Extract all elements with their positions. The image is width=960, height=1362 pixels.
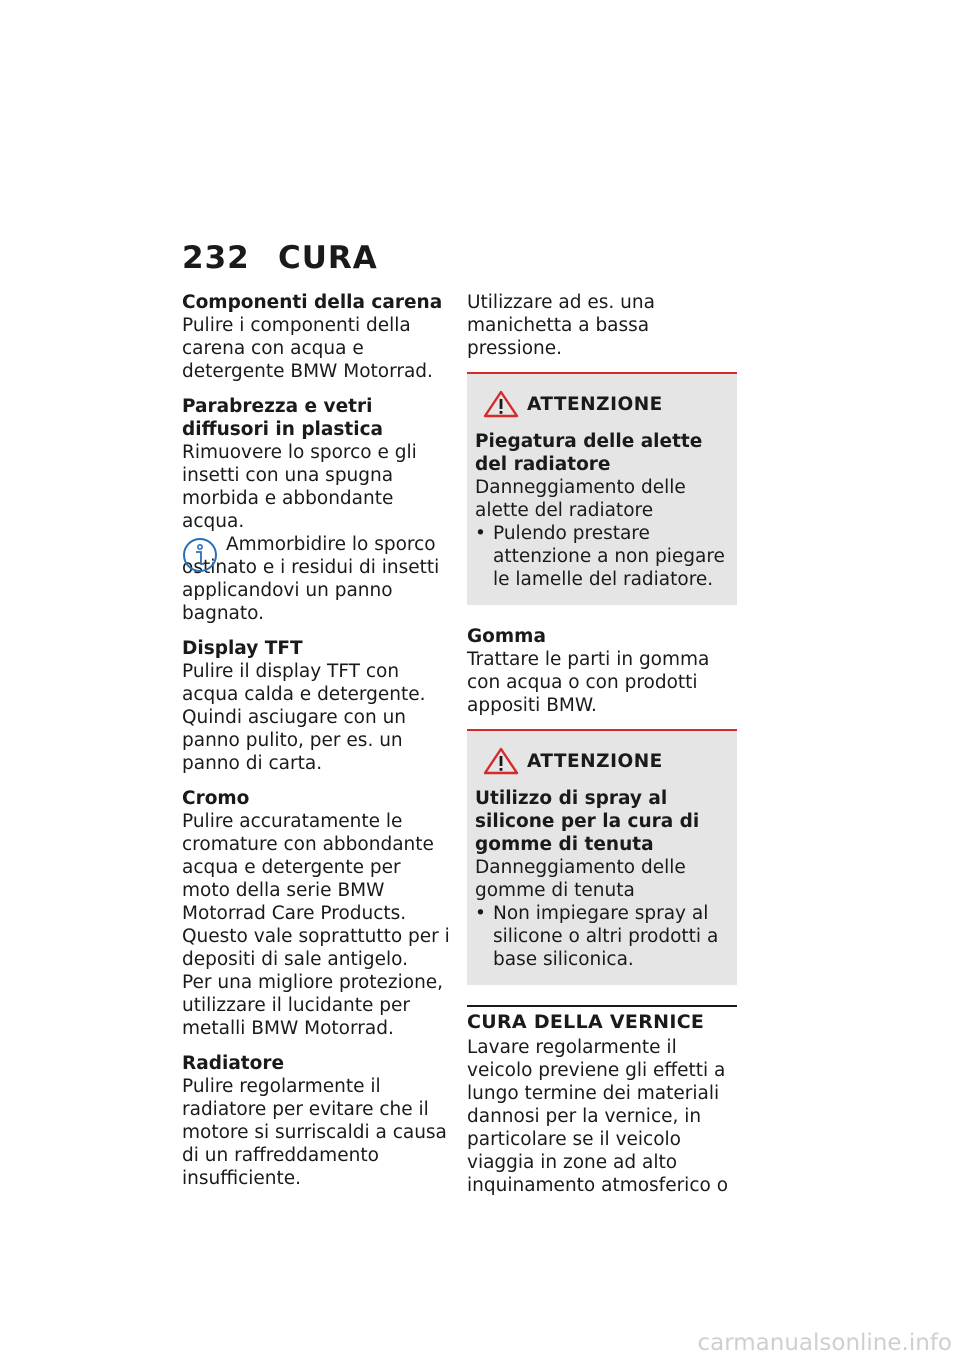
section-body: Pulire accuratamente le cromature con abbondante acqua e detergente per moto della serie BMW Motorrad Care Products. Questo vale soprattutto per i depositi di sale antigelo.: [182, 811, 450, 970]
section-fairing: [182, 291, 450, 383]
section-heading-paint: CURA DELLA VERNICE: [467, 1005, 737, 1034]
section-chrome: [182, 787, 450, 1040]
chapter-title: CURA: [278, 240, 378, 276]
bullet-text: Non impiegare spray al silicone o altri prodotti a base siliconica.: [493, 903, 719, 970]
warning-bullet: [475, 902, 727, 971]
intro-text: Utilizzare ad es. una manichetta a bassa pressione.: [467, 292, 655, 359]
bullet-text: Pulendo prestare attenzione a non piegare le lamelle del radiatore.: [493, 523, 725, 590]
info-icon: [182, 537, 218, 573]
left-column: [182, 291, 450, 1202]
warning-body: Danneggiamento delle alette del radiatore: [475, 477, 686, 521]
warning-box-silicone: [467, 729, 737, 985]
section-body: Rimuovere lo sporco e gli insetti con una spugna morbida e abbondante acqua.: [182, 442, 417, 532]
section-title: Gomma: [467, 626, 546, 647]
section-body: Lavare regolarmente il veicolo previene gli effetti a lungo termine dei materiali dannosi per la vernice, in particolare se il veicolo viaggia in zone ad alto inquinamento atmosferico o: [467, 1037, 729, 1196]
warning-body: Danneggiamento delle gomme di tenuta: [475, 857, 686, 901]
section-body: Trattare le parti in gomma con acqua o con prodotti appositi BMW.: [467, 649, 710, 716]
warning-triangle-icon: [483, 747, 519, 775]
watermark: carmanualsonline.info: [697, 1330, 952, 1356]
section-body: Pulire il display TFT con acqua calda e detergente. Quindi asciugare con un panno pulito, per es. un panno di carta.: [182, 661, 426, 774]
warning-triangle-icon: [483, 390, 519, 418]
section-body-2: Per una migliore protezione, utilizzare il lucidante per metalli BMW Motorrad.: [182, 972, 444, 1039]
bullet-marker: •: [475, 523, 486, 544]
warning-bullet: [475, 522, 727, 591]
section-body: Pulire i componenti della carena con acqua e detergente BMW Motorrad.: [182, 315, 433, 382]
note-text: Ammorbidire lo sporco ostinato e i residui di insetti applicandovi un panno bagnato.: [182, 534, 440, 624]
section-title: Parabrezza e vetri diffusori in plastica: [182, 396, 384, 440]
warning-title: Utilizzo di spray al silicone per la cura di gomme di tenuta: [475, 788, 700, 855]
warning-header: [475, 747, 727, 775]
page-number: 232: [182, 240, 250, 276]
info-note: [182, 533, 450, 625]
warning-header: [475, 390, 727, 418]
page-header: [182, 240, 378, 276]
section-tft: [182, 637, 450, 775]
right-column: [467, 291, 737, 1197]
section-body: Pulire regolarmente il radiatore per evitare che il motore si surriscaldi a causa di un raffreddamento insufficiente.: [182, 1076, 447, 1189]
section-title: Componenti della carena: [182, 292, 443, 313]
warning-title: Piegatura delle alette del radiatore: [475, 431, 703, 475]
warning-label: ATTENZIONE: [527, 393, 663, 415]
section-title: Display TFT: [182, 638, 303, 659]
bullet-marker: •: [475, 903, 486, 924]
section-title: Cromo: [182, 788, 250, 809]
warning-box-radiator: [467, 372, 737, 605]
section-rubber: [467, 625, 737, 717]
warning-label: ATTENZIONE: [527, 750, 663, 772]
section-windscreen: [182, 395, 450, 625]
section-title: Radiatore: [182, 1053, 285, 1074]
section-radiator: [182, 1052, 450, 1190]
